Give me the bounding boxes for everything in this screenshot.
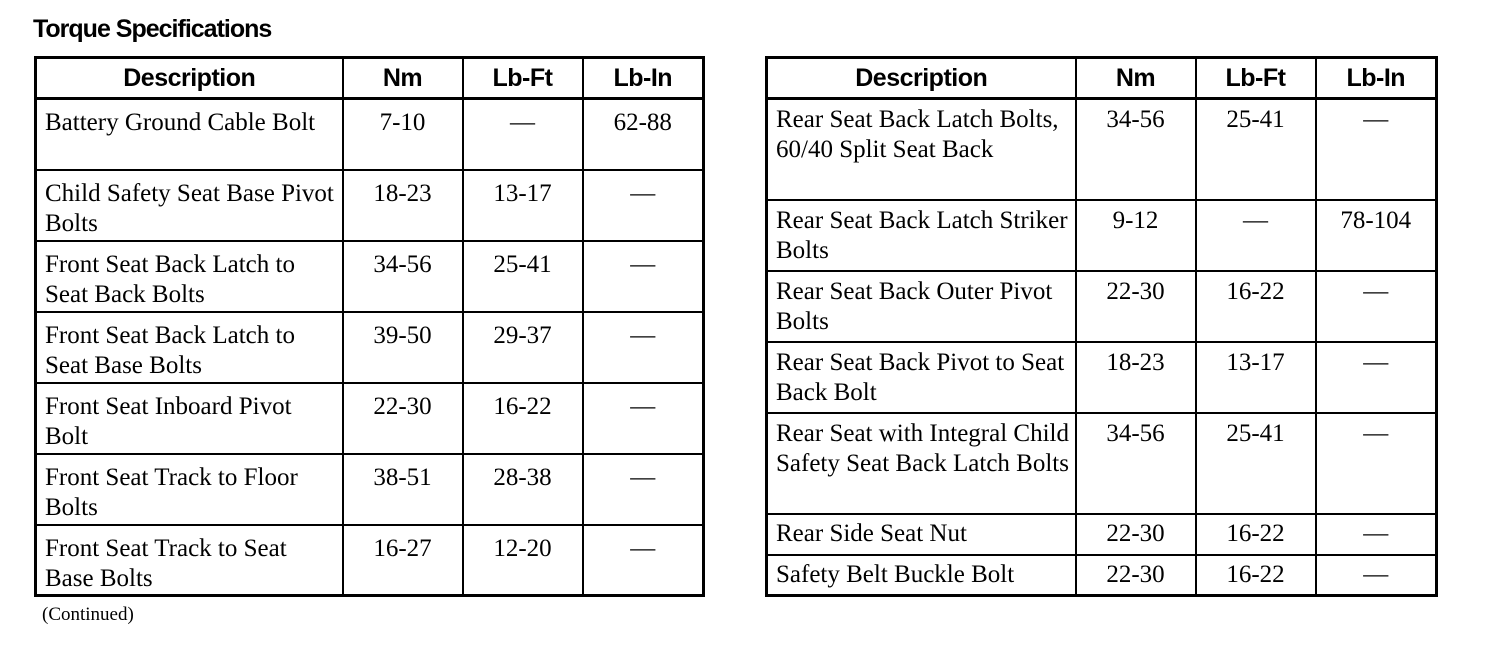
column-header-nm: Nm [1076,58,1196,99]
continued-note: (Continued) [42,604,134,625]
lbft-cell: 12-20 [463,525,583,596]
lbft-cell: 28-38 [463,454,583,525]
table-row [767,555,1437,596]
lbin-cell: — [583,241,704,312]
table-row [36,454,704,525]
description-cell: Front Seat Track to Floor Bolts [36,454,343,525]
lbft-cell: 25-41 [1196,99,1316,200]
nm-cell: 34-56 [1076,413,1196,514]
nm-cell: 38-51 [343,454,463,525]
lbin-cell: — [583,312,704,383]
nm-cell: 22-30 [1076,514,1196,555]
description-cell: Rear Seat Back Latch Bolts, 60/40 Split Seat Back [767,99,1076,200]
column-header-lbft: Lb-Ft [1196,58,1316,99]
column-header-lbin: Lb-In [583,58,704,99]
table-row [767,200,1437,271]
description-cell: Rear Seat Back Outer Pivot Bolts [767,271,1076,342]
table-row [36,170,704,241]
column-header-description: Description [36,58,343,99]
nm-cell: 18-23 [343,170,463,241]
description-cell: Front Seat Inboard Pivot Bolt [36,383,343,454]
lbft-cell: 16-22 [463,383,583,454]
table-row [767,514,1437,555]
table-row [36,312,704,383]
lbin-cell: 62-88 [583,99,704,170]
nm-cell: 34-56 [343,241,463,312]
torque-table-left [34,56,705,597]
lbft-cell: 25-41 [1196,413,1316,514]
description-cell: Front Seat Track to Seat Base Bolts [36,525,343,596]
description-cell: Battery Ground Cable Bolt [36,99,343,170]
table-row [767,342,1437,413]
description-cell: Rear Side Seat Nut [767,514,1076,555]
description-cell: Front Seat Back Latch to Seat Back Bolts [36,241,343,312]
lbft-cell: 16-22 [1196,555,1316,596]
nm-cell: 7-10 [343,99,463,170]
lbin-cell: 78-104 [1316,200,1437,271]
nm-cell: 16-27 [343,525,463,596]
table-row [36,383,704,454]
lbin-cell: — [1316,413,1437,514]
table-row [767,271,1437,342]
lbin-cell: — [1316,271,1437,342]
table-row [36,241,704,312]
nm-cell: 34-56 [1076,99,1196,200]
table-row [36,99,704,170]
description-cell: Rear Seat with Integral Child Safety Seat Back Latch Bolts [767,413,1076,514]
column-header-description: Description [767,58,1076,99]
nm-cell: 22-30 [1076,271,1196,342]
lbft-cell: 16-22 [1196,514,1316,555]
description-cell: Rear Seat Back Latch Striker Bolts [767,200,1076,271]
nm-cell: 39-50 [343,312,463,383]
torque-table-right [765,56,1438,597]
lbin-cell: — [1316,342,1437,413]
table-header-row [36,58,704,99]
nm-cell: 18-23 [1076,342,1196,413]
nm-cell: 9-12 [1076,200,1196,271]
lbft-cell: — [463,99,583,170]
page-title: Torque Specifications [33,15,272,43]
column-header-lbin: Lb-In [1316,58,1437,99]
lbft-cell: 13-17 [1196,342,1316,413]
table-row [767,99,1437,200]
lbft-cell: 29-37 [463,312,583,383]
lbft-cell: 16-22 [1196,271,1316,342]
description-cell: Safety Belt Buckle Bolt [767,555,1076,596]
lbin-cell: — [583,383,704,454]
nm-cell: 22-30 [343,383,463,454]
lbin-cell: — [583,525,704,596]
description-cell: Rear Seat Back Pivot to Seat Back Bolt [767,342,1076,413]
column-header-nm: Nm [343,58,463,99]
lbin-cell: — [583,170,704,241]
lbft-cell: 25-41 [463,241,583,312]
lbft-cell: — [1196,200,1316,271]
nm-cell: 22-30 [1076,555,1196,596]
description-cell: Front Seat Back Latch to Seat Base Bolts [36,312,343,383]
lbin-cell: — [1316,99,1437,200]
lbin-cell: — [1316,555,1437,596]
table-header-row [767,58,1437,99]
column-header-lbft: Lb-Ft [463,58,583,99]
description-cell: Child Safety Seat Base Pivot Bolts [36,170,343,241]
lbin-cell: — [1316,514,1437,555]
table-row [767,413,1437,514]
table-row [36,525,704,596]
lbft-cell: 13-17 [463,170,583,241]
lbin-cell: — [583,454,704,525]
